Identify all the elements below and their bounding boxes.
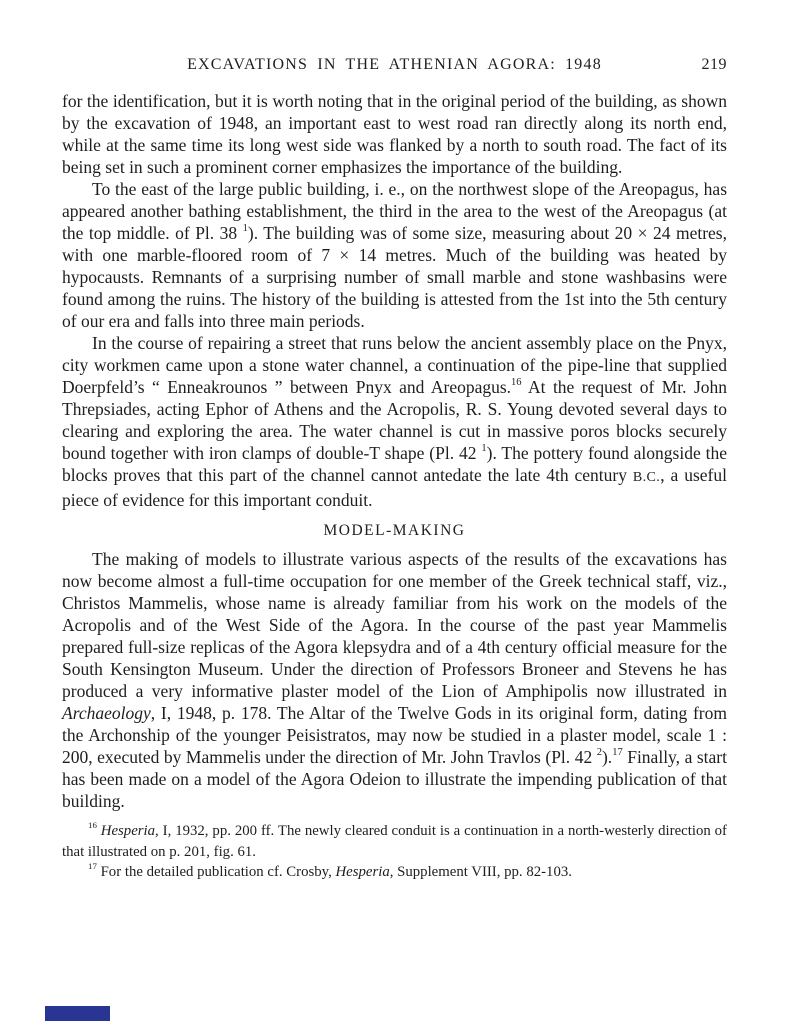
running-head — [62, 55, 727, 74]
text-run: 1 — [481, 443, 487, 455]
text-run: The making of models to illustrate various aspects of the results of the excavations has now become almost a full-time occupation for one member of the Greek technical staff, viz., Christos Mammelis, whose name is already familiar from his work on the models of the Acropolis and of the West Side of the Agora. In the course of the past year Mammelis prepared full-size replicas of the Agora klepsydra and of a 4th century official measure for the South Kensington Museum. Under the direction of Professors Broneer and Stevens he has produced a very informative plaster model of the Lion of Amphipolis now illustrated in — [62, 549, 727, 701]
text-run: Hesperia — [100, 823, 156, 839]
text-run: For the detailed publication cf. Crosby, — [96, 864, 336, 880]
text-run: Archaeology — [62, 703, 151, 723]
text-run: ). The building was of some size, measuring about 20 × 24 metres, with one marble-floored room of 7 × 14 metres. Much of the building was heated by hypocausts. Remnants of a surprising number of small marble and stone washbasins were found among the ruins. The history of the building is attested from the 1st into the 5th century of our era and falls into three main periods. — [62, 223, 727, 331]
body-paragraph — [62, 178, 727, 332]
text-run: 1 — [242, 223, 248, 235]
page-number: 219 — [701, 56, 727, 73]
footnotes — [62, 821, 727, 883]
text-run: , I, 1932, pp. 200 ff. The newly cleared conduit is a continuation in a north-westerly direction of that illustrated on p. 201, fig. 61. — [62, 823, 727, 860]
section-heading: MODEL-MAKING — [323, 522, 466, 539]
text-run: B.C. — [632, 470, 661, 485]
text-run: 16 — [88, 820, 97, 831]
text-run: 17 — [88, 861, 97, 872]
text-run: To the east of the large public building, i. e., on the northwest slope of the Areopagus, has appeared another bathing establishment, the third in the area to the west of the Areopagus (at the top middle. of Pl. 38 — [62, 179, 727, 243]
text-run: 16 — [511, 377, 522, 389]
text-run: , a useful piece of evidence for this important conduit. — [62, 465, 727, 510]
running-title: EXCAVATIONS IN THE ATHENIAN AGORA: 1948 — [187, 56, 602, 73]
text-run: Finally, a start has been made on a model of the Agora Odeion to illustrate the impending publication of that building. — [62, 747, 727, 811]
text-run: , Supplement VIII, pp. 82-103. — [389, 864, 572, 880]
text-run: ). — [601, 747, 613, 767]
body-paragraph — [62, 548, 727, 812]
text-run: 17 — [612, 747, 623, 759]
footnote — [62, 862, 727, 883]
page-text-block — [62, 55, 727, 883]
body-paragraph — [62, 90, 727, 178]
body-paragraph — [62, 332, 727, 511]
text-run: ). The pottery found alongside the blocks proves that this part of the channel cannot antedate the late 4th century — [62, 443, 727, 485]
footnote — [62, 821, 727, 862]
text-run: , I, 1948, p. 178. The Altar of the Twelve Gods in its original form, dating from the Archonship of the younger Peisistratos, may now be studied in a plaster model, scale 1 : 200, executed by Mammelis under the direction of Mr. John Travlos (Pl. 42 — [62, 703, 727, 767]
text-run: 2 — [596, 747, 602, 759]
body-sections — [62, 90, 727, 812]
text-run: At the request of Mr. John Threpsiades, acting Ephor of Athens and the Acropolis, R. S. Young devoted several days to clearing and exploring the area. The water channel is cut in massive poros blocks securely bound together with iron clamps of double-T shape (Pl. 42 — [62, 377, 728, 463]
text-run: In the course of repairing a street that runs below the ancient assembly place on the Pnyx, city workmen came upon a stone water channel, a continuation of the pipe-line that supplied Doerpfeld’s “ Enneakrounos ” between Pnyx and Areopagus. — [62, 333, 727, 397]
text-run: for the identification, but it is worth noting that in the original period of the building, as shown by the excavation of 1948, an important east to west road ran directly along its north end, while at the same time its long west side was flanked by a north to south road. The fact of its being set in such a prominent corner emphasizes the importance of the building. — [62, 91, 727, 177]
bottom-left-blue-mark — [45, 1006, 110, 1021]
text-run: Hesperia — [335, 864, 390, 880]
